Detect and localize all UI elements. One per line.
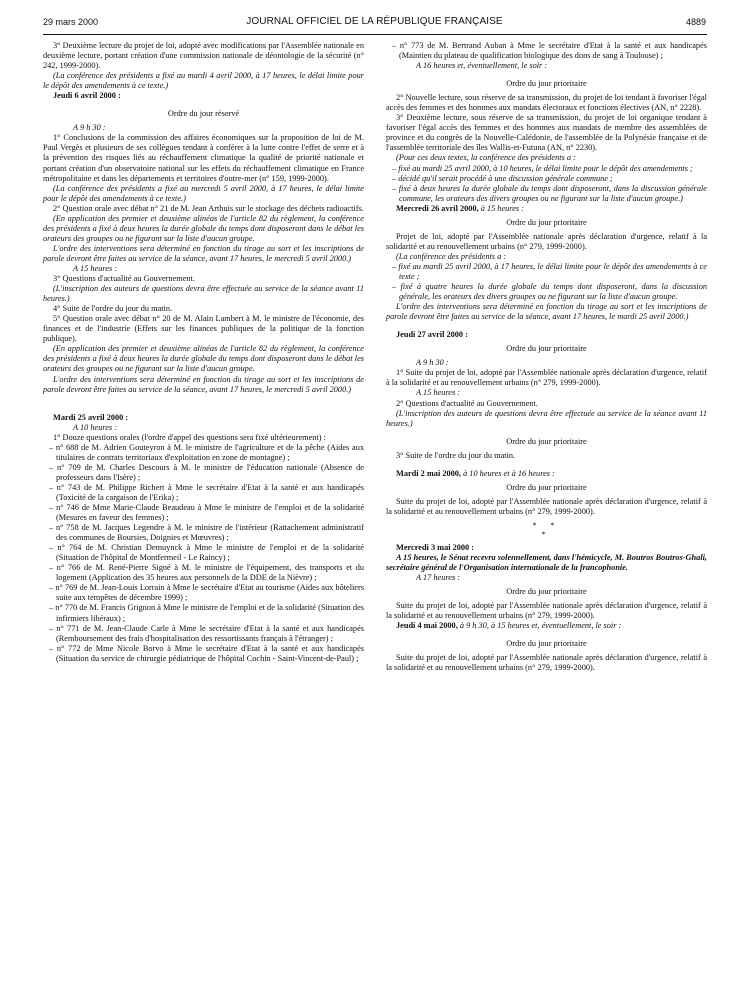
note: (La conférence des présidents a fixé au mercredi 5 avril 2000, à 17 heures, le délai limite pour le dépôt des amendements à ce texte.)	[43, 183, 364, 203]
date-label: Mardi 2 mai 2000,	[396, 468, 461, 478]
note: (La conférence des présidents a :	[396, 251, 507, 261]
list-item: – n° 709 de M. Charles Descours à M. le ministre de l'éducation nationale (Absence de professeurs dans l'Isère) ;	[49, 462, 364, 482]
announcement: A 15 heures, le Sénat recevra solennellement, dans l'hémicycle, M. Boutros Boutros-Ghali, secrétaire général de l'Organisation internationale de la francophonie.	[386, 552, 707, 573]
separator-star: *	[541, 529, 552, 539]
header-title: JOURNAL OFFICIEL DE LA RÉPUBLIQUE FRANÇAISE	[246, 16, 503, 27]
left-column	[43, 41, 364, 664]
list-item: – n° 770 de M. Francis Grignon à Mme le ministre de l'emploi et de la solidarité (Situation des infirmiers libéraux) ;	[49, 603, 364, 623]
note: L'ordre des interventions sera déterminé en fonction du tirage au sort et les inscriptions de parole devront être faites au service de la séance, avant 17 heures, le mercredi 5 avril 2000.)	[43, 243, 364, 263]
paragraph: 4° Suite de l'ordre du jour du matin.	[53, 304, 173, 314]
date-heading: Jeudi 6 avril 2000 :	[53, 91, 121, 101]
paragraph: 1° Conclusions de la commission des affaires économiques sur la proposition de loi de M. Paul Vergès et plusieurs de ses collègues tendant à conférer à la lutte contre l'effet de serre et à la prévention des risques liés au réchauffement climatique la qualité de priorité nationale et portant création d'un observatoire national sur les effets du réchauffement climatique en France métropolitaine et dans les départements et territoires d'outre-mer (n° 159, 1999-2000).	[43, 133, 364, 183]
paragraph: 2° Questions d'actualité au Gouvernement.	[396, 398, 538, 408]
paragraph: 1° Suite du projet de loi, adopté par l'Assemblée nationale après déclaration d'urgence, relatif à la solidarité et au renouvellement urbains (n° 279, 1999-2000).	[386, 368, 707, 388]
list-item: – fixé à quatre heures la durée globale du temps dont disposeront, dans la discussion générale, les orateurs des divers groupes ou ne figurant sur la liste d'aucun groupe.	[392, 282, 707, 302]
time-heading: A 17 heures :	[416, 573, 461, 583]
section-heading: Ordre du jour réservé	[167, 109, 240, 119]
list-item: – n° 746 de Mme Marie-Claude Beaudeau à Mme le ministre de l'emploi et de la solidarité (Mesures en faveur des femmes) ;	[49, 503, 364, 523]
list-item: – fixé à deux heures la durée globale du temps dont disposeront, dans la discussion générale commune, les orateurs des divers groupes ou ne figurant sur la liste d'aucun groupe.)	[392, 183, 707, 203]
paragraph: 3° Deuxième lecture, sous réserve de sa transmission, du projet de loi organique tendant à favoriser l'égal accès des femmes et des hommes aux mandats de membre des assemblées de province et du congrès de la Nouvelle-Calédonie, de l'assemblée de la Polynésie française et de l'assemblée territoriale des îles Wallis-et-Futuna (AN, n° 2230).	[386, 113, 707, 153]
separator-stars: * *	[532, 520, 561, 530]
paragraph: Projet de loi, adopté par l'Assemblée nationale après déclaration d'urgence, relatif à la solidarité et au renouvellement urbains (n° 279, 1999-2000).	[386, 231, 707, 251]
section-heading: Ordre du jour prioritaire	[506, 587, 587, 597]
list-item: – n° 771 de M. Jean-Claude Carle à Mme le secrétaire d'Etat à la santé et aux handicapés (Remboursement des frais d'hospitalisation des ressortissants français à l'étranger) ;	[49, 623, 364, 643]
section-heading: Ordre du jour prioritaire	[506, 217, 587, 227]
date-heading: Mercredi 3 mai 2000 :	[396, 542, 475, 552]
right-column	[386, 41, 707, 673]
paragraph: 1° Douze questions orales (l'ordre d'appel des questions sera fixé ultérieurement) :	[53, 432, 326, 442]
paragraph: 3° Suite de l'ordre du jour du matin.	[396, 450, 516, 460]
paragraph: Suite du projet de loi, adopté par l'Assemblée nationale après déclaration d'urgence, relatif à la solidarité et au renouvellement urbains (n° 279, 1999-2000).	[386, 601, 707, 621]
section-heading: Ordre du jour prioritaire	[506, 436, 587, 446]
list-item: – décidé qu'il serait procédé à une discussion générale commune ;	[392, 173, 613, 183]
time-heading: A 15 heures :	[73, 263, 118, 273]
date-label: Mercredi 26 avril 2000,	[396, 203, 479, 213]
time-label: à 15 heures :	[478, 203, 524, 213]
paragraph: Suite du projet de loi, adopté par l'Assemblée nationale après déclaration d'urgence, relatif à la solidarité et au renouvellement urbains (n° 279, 1999-2000).	[386, 496, 707, 516]
date-heading	[386, 621, 707, 631]
time-label: à 9 h 30, à 15 heures et, éventuellement, le soir :	[457, 621, 622, 631]
time-heading: A 16 heures et, éventuellement, le soir :	[416, 61, 548, 71]
time-label: à 10 heures et à 16 heures :	[461, 468, 555, 478]
list-item: – n° 688 de M. Adrien Gouteyron à M. le ministre de l'agriculture et de la pêche (Aides aux titulaires de contrats territoriaux d'exploitation en zone de montagne) ;	[49, 442, 364, 462]
list-item: – fixé au mardi 25 avril 2000, à 17 heures, le délai limite pour le dépôt des amendements à ce texte ;	[392, 261, 707, 281]
list-item: – n° 766 de M. René-Pierre Signé à M. le ministre de l'équipement, des transports et du logement (Application des 35 heures aux personnels de la DDE de la Nièvre) ;	[49, 563, 364, 583]
list-item: – n° 769 de M. Jean-Louis Lorrain à Mme le secrétaire d'Etat au tourisme (Aides aux hôteliers suite aux tempêtes de décembre 1999) ;	[49, 583, 364, 603]
paragraph: 2° Question orale avec débat n° 21 de M. Jean Arthuis sur le stockage des déchets radioactifs.	[53, 203, 364, 213]
header-rule	[43, 34, 707, 35]
note: (La conférence des présidents a fixé au mardi 4 avril 2000, à 17 heures, le délai limite pour le dépôt des amendements à ce texte.)	[43, 71, 364, 91]
section-heading: Ordre du jour prioritaire	[506, 79, 587, 89]
time-heading: A 10 heures :	[73, 422, 118, 432]
header-date: 29 mars 2000	[43, 17, 99, 27]
note: (En application des premier et deuxième alinéas de l'article 82 du règlement, la conférence des présidents a fixé à deux heures la durée globale du temps dont disposeront dans le débat les orateurs des groupes ou ne figurant sur la liste d'aucun groupe.	[43, 344, 364, 374]
section-heading: Ordre du jour prioritaire	[506, 482, 587, 492]
note: L'ordre des interventions sera déterminé en fonction du tirage au sort et les inscriptions de parole devront être faites au service de la séance, avant 17 heures, le mercredi 5 avril 2000.)	[43, 374, 364, 394]
time-heading: A 9 h 30 :	[73, 123, 106, 133]
header-page-number: 4889	[685, 17, 706, 27]
date-heading: Jeudi 27 avril 2000 :	[396, 330, 468, 340]
paragraph: 5° Question orale avec débat n° 20 de M. Alain Lambert à M. le ministre de l'économie, des finances et de l'industrie (Effets sur les finances publiques de la politique de la fonction publique).	[43, 314, 364, 344]
list-item: – n° 758 de M. Jacques Legendre à M. le ministre de l'intérieur (Rattachement administratif des communes de Boursies, Doignies et Mœuvres) ;	[49, 523, 364, 543]
date-heading	[386, 469, 707, 479]
section-heading: Ordre du jour prioritaire	[506, 344, 587, 354]
list-item: – n° 772 de Mme Nicole Borvo à Mme le secrétaire d'Etat à la santé et aux handicapés (Situation du service de chirurgie pédiatrique de l'hôpital Cochin - Saint-Vincent-de-Paul) ;	[49, 643, 364, 663]
time-heading: A 15 heures :	[416, 388, 461, 398]
page-header	[43, 17, 706, 31]
date-heading	[386, 204, 707, 214]
section-separator	[386, 521, 707, 539]
note: (L'inscription des auteurs de questions devra être effectuée au service de la séance avant 11 heures.)	[43, 284, 364, 304]
list-item: – n° 743 de M. Philippe Richert à Mme le secrétaire d'Etat à la santé et aux handicapés (Toxicité de la cargaison de l'Erika) ;	[49, 482, 364, 502]
note: L'ordre des interventions sera déterminé en fonction du tirage au sort et les inscriptions de parole devront être faites au service de la séance, avant 17 heures, le mardi 25 avril 2000.)	[386, 302, 707, 322]
paragraph: 2° Nouvelle lecture, sous réserve de sa transmission, du projet de loi tendant à favoriser l'égal accès des femmes et des hommes aux mandats électoraux et fonctions électives (AN, n° 2228).	[386, 93, 707, 113]
paragraph: 3° Deuxième lecture du projet de loi, adopté avec modifications par l'Assemblée nationale en deuxième lecture, portant création d'une commission nationale de déontologie de la sécurité (n° 242, 1999-2000).	[43, 41, 364, 71]
note: (Pour ces deux textes, la conférence des présidents a :	[396, 153, 576, 163]
time-heading: A 9 h 30 :	[416, 358, 449, 368]
date-label: Jeudi 4 mai 2000,	[396, 621, 458, 631]
section-heading: Ordre du jour prioritaire	[506, 639, 587, 649]
note: (L'inscription des auteurs de questions devra être effectuée au service de la séance avant 11 heures.)	[386, 408, 707, 428]
list-item: – n° 764 de M. Christian Demuynck à Mme le ministre de l'emploi et de la solidarité (Situation de l'hôpital de Montfermeil - Le Raincy) ;	[49, 543, 364, 563]
note: (En application des premier et deuxième alinéas de l'article 82 du règlement, la conférence des présidents a fixé à deux heures la durée globale du temps dont disposeront dans le débat les orateurs des groupes ou ne figurant sur la liste d'aucun groupe.	[43, 213, 364, 243]
paragraph: 3° Questions d'actualité au Gouvernement.	[53, 274, 195, 284]
paragraph: Suite du projet de loi, adopté par l'Assemblée nationale après déclaration d'urgence, relatif à la solidarité et au renouvellement urbains (n° 279, 1999-2000).	[386, 653, 707, 673]
list-item: – n° 773 de M. Bertrand Auban à Mme le secrétaire d'Etat à la santé et aux handicapés (Maintien du plateau de qualification biologique des dons de sang à Toulouse) ;	[392, 41, 707, 61]
date-heading: Mardi 25 avril 2000 :	[53, 412, 129, 422]
list-item: – fixé au mardi 25 avril 2000, à 10 heures, le délai limite pour le dépôt des amendements ;	[392, 163, 693, 173]
